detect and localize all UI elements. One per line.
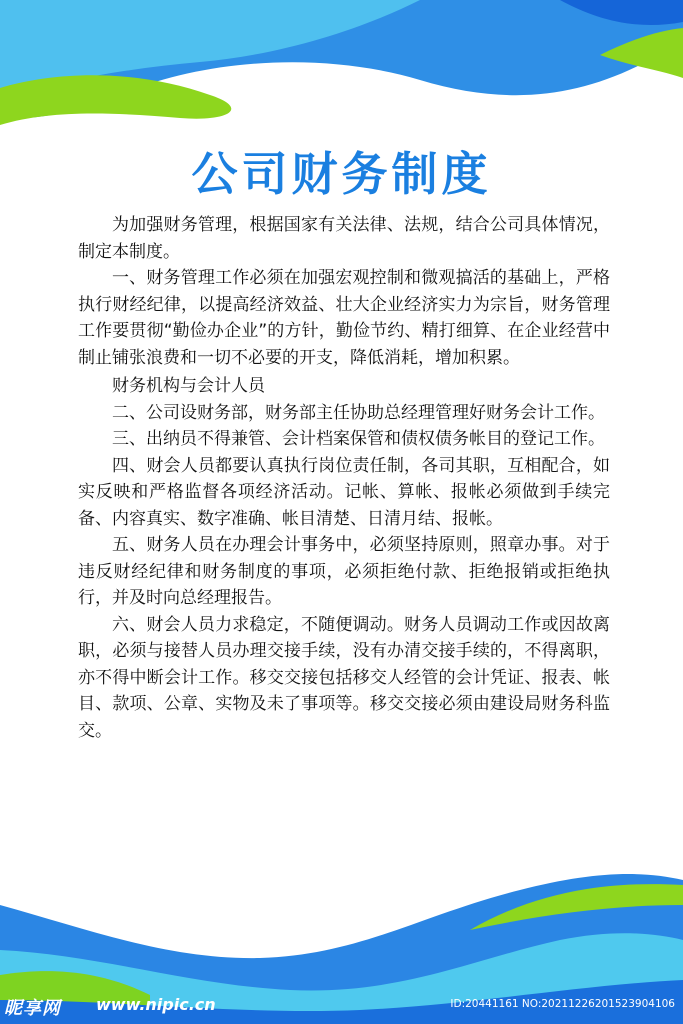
watermark-url: www.nipic.cn bbox=[96, 995, 216, 1014]
clause-4: 四、财会人员都要认真执行岗位责任制，各司其职，互相配合，如实反映和严格监督各项经济活动。记帐、算帐、报帐必须做到手续完备、内容真实、数字准确、帐目清楚、日清月结、报帐。 bbox=[78, 455, 610, 529]
page-title: 公司财务制度 bbox=[191, 147, 492, 201]
regulation-body bbox=[78, 212, 610, 744]
clause-6: 六、财会人员力求稳定，不随便调动。财务人员调动工作或因故离职，必须与接替人员办理交接手续，没有办清交接手续的，不得离职，亦不得中断会计工作。移交交接包括移交人经管的会计凭证、报表、帐目、款项、公章、实物及未了事项等。移交交接必须由建设局财务科监交。 bbox=[78, 614, 610, 741]
clause-3: 三、出纳员不得兼管、会计档案保管和债权债务帐目的登记工作。 bbox=[112, 429, 605, 449]
clause-2: 二、公司设财务部，财务部主任协助总经理管理好财务会计工作。 bbox=[112, 402, 605, 423]
watermark-logo: 昵享网 bbox=[4, 998, 61, 1019]
top-wave-green bbox=[0, 75, 231, 125]
watermark-id: ID:20441161 NO:20211226201523904106 bbox=[450, 998, 675, 1010]
clause-1: 一、财务管理工作必须在加强宏观控制和微观搞活的基础上，严格执行财经纪律，以提高经济效益、壮大企业经济实力为宗旨，财务管理工作要贯彻“勤俭办企业”的方针，勤俭节约、精打细算、在企业经营中制止铺张浪费和一切不必要的开支，降低消耗，增加积累。 bbox=[78, 268, 610, 368]
section-heading: 财务机构与会计人员 bbox=[112, 376, 265, 396]
clause-5: 五、财务人员在办理会计事务中，必须坚持原则，照章办事。对于违反财经纪律和财务制度的事项，必须拒绝付款、拒绝报销或拒绝执行，并及时向总经理报告。 bbox=[78, 535, 610, 608]
intro-paragraph: 为加强财务管理，根据国家有关法律、法规，结合公司具体情况，制定本制度。 bbox=[78, 215, 610, 262]
